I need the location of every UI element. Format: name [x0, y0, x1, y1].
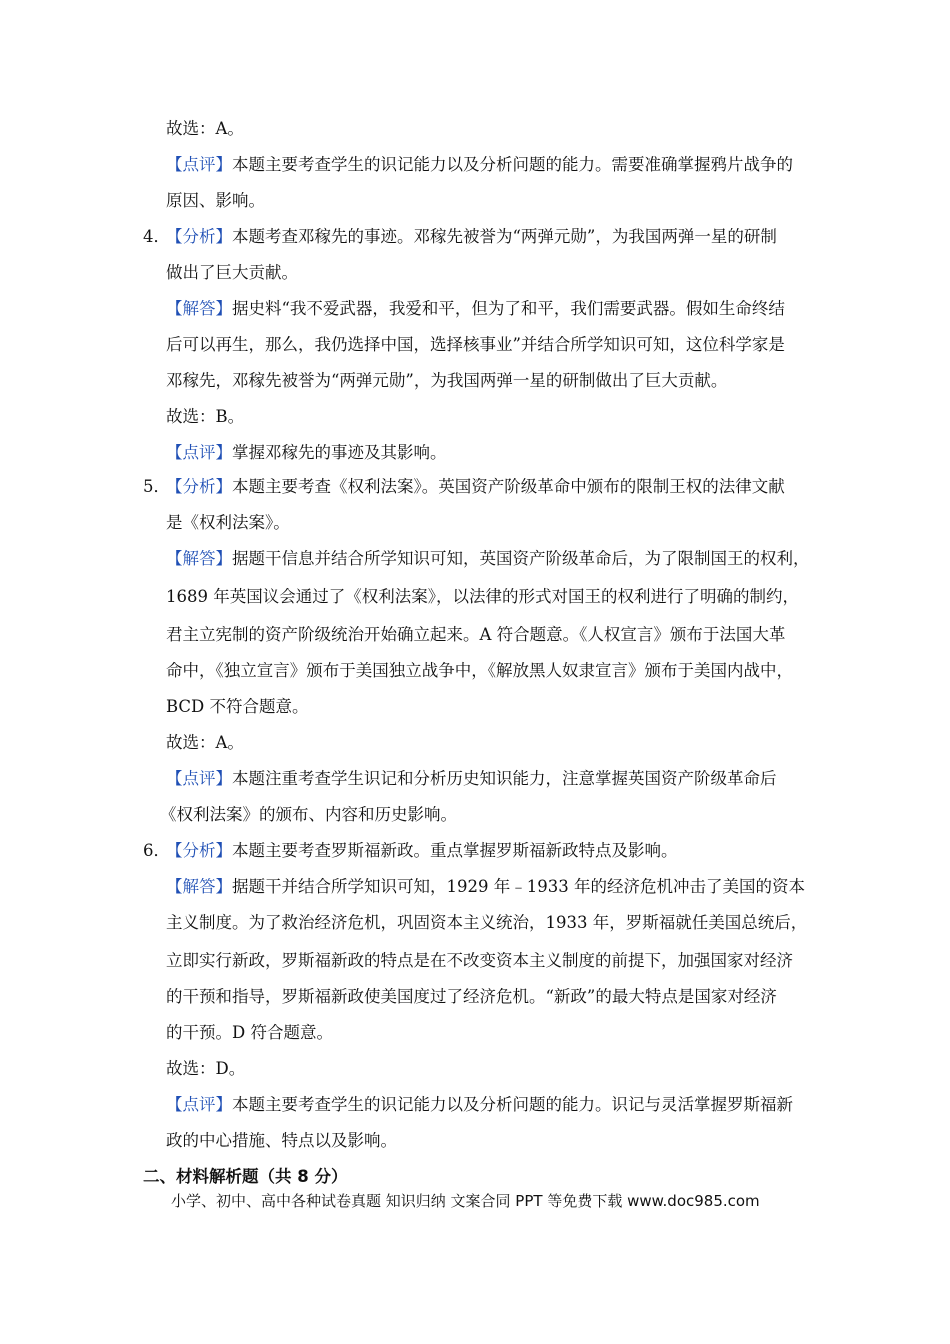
q6-answer [166, 876, 805, 898]
q5-analysis-text-2: 是《权利法案》。 [166, 513, 290, 532]
analysis-tag: 【分析】 [166, 477, 232, 496]
q6-choice: 故选：D。 [166, 1059, 246, 1078]
q5-analysis [166, 476, 785, 498]
q5-answer-text-2: 1689 年英国议会通过了《权利法案》，以法律的形式对国王的权利进行了明确的制约， [166, 587, 799, 606]
answer-tag: 【解答】 [166, 877, 232, 896]
q6-comment [166, 1094, 793, 1116]
q5-answer-text-1: 据题干信息并结合所学知识可知，英国资产阶级革命后，为了限制国王的权利， [232, 549, 810, 568]
q4-answer [166, 298, 785, 320]
q4-comment-text-1: 掌握邓稼先的事迹及其影响。 [232, 443, 447, 462]
page-footer: 小学、初中、高中各种试卷真题 知识归纳 文案合同 PPT 等免费下载 www.doc985.com [171, 1192, 760, 1210]
q3-comment-text-1: 本题主要考查学生的识记能力以及分析问题的能力。需要准确掌握鸦片战争的 [232, 155, 793, 174]
q4-answer-text-1: 据史料“我不爱武器，我爱和平，但为了和平，我们需要武器。假如生命终结 [232, 299, 785, 318]
q5-answer-text-5: BCD 不符合题意。 [166, 697, 309, 716]
q6-answer-text-5: 的干预。D 符合题意。 [166, 1023, 333, 1042]
comment-tag: 【点评】 [166, 155, 232, 174]
answer-tag: 【解答】 [166, 299, 232, 318]
analysis-tag: 【分析】 [166, 227, 232, 246]
q6-answer-text-2: 主义制度。为了救治经济危机，巩固资本主义统治，1933 年，罗斯福就任美国总统后， [166, 913, 808, 932]
q4-analysis-text-2: 做出了巨大贡献。 [166, 263, 298, 282]
q5-choice: 故选：A。 [166, 733, 244, 752]
analysis-tag: 【分析】 [166, 841, 232, 860]
q5-answer [166, 548, 810, 570]
answer-tag: 【解答】 [166, 549, 232, 568]
q3-comment-text-2: 原因、影响。 [166, 191, 265, 210]
q6-analysis [166, 840, 678, 862]
q6-answer-text-1: 据题干并结合所学知识可知，1929 年﹣1933 年的经济危机冲击了美国的资本 [232, 877, 805, 896]
q6-answer-text-3: 立即实行新政，罗斯福新政的特点是在不改变资本主义制度的前提下，加强国家对经济 [166, 951, 793, 970]
q3-comment [166, 154, 793, 176]
q4-comment [166, 442, 447, 464]
q3-choice: 故选：A。 [166, 119, 244, 138]
q5-number: 5． [143, 477, 170, 496]
comment-tag: 【点评】 [166, 443, 232, 462]
q4-answer-text-2: 后可以再生，那么，我仍选择中国，选择核事业”并结合所学知识可知，这位科学家是 [166, 335, 785, 354]
q6-analysis-text-1: 本题主要考查罗斯福新政。重点掌握罗斯福新政特点及影响。 [232, 841, 678, 860]
q5-answer-text-3: 君主立宪制的资产阶级统治开始确立起来。A 符合题意。《人权宣言》颁布于法国大革 [166, 625, 786, 644]
q5-analysis-text-1: 本题主要考查《权利法案》。英国资产阶级革命中颁布的限制王权的法律文献 [232, 477, 785, 496]
q4-choice: 故选：B。 [166, 407, 245, 426]
q6-comment-text-2: 政的中心措施、特点以及影响。 [166, 1131, 397, 1150]
q5-comment-text-2: 《权利法案》的颁布、内容和历史影响。 [160, 805, 457, 824]
q6-number: 6． [143, 841, 170, 860]
comment-tag: 【点评】 [166, 769, 232, 788]
q5-comment-text-1: 本题注重考查学生识记和分析历史知识能力，注意掌握英国资产阶级革命后 [232, 769, 777, 788]
section-heading: 二、材料解析题（共 8 分） [143, 1167, 348, 1186]
q4-analysis [166, 226, 777, 248]
comment-tag: 【点评】 [166, 1095, 232, 1114]
q4-number: 4． [143, 227, 170, 246]
q6-comment-text-1: 本题主要考查学生的识记能力以及分析问题的能力。识记与灵活掌握罗斯福新 [232, 1095, 793, 1114]
q4-analysis-text-1: 本题考查邓稼先的事迹。邓稼先被誉为“两弹元勋”，为我国两弹一星的研制 [232, 227, 777, 246]
q4-answer-text-3: 邓稼先，邓稼先被誉为“两弹元勋”，为我国两弹一星的研制做出了巨大贡献。 [166, 371, 728, 390]
q6-answer-text-4: 的干预和指导，罗斯福新政使美国度过了经济危机。“新政”的最大特点是国家对经济 [166, 987, 777, 1006]
q5-answer-text-4: 命中，《独立宣言》颁布于美国独立战争中，《解放黑人奴隶宣言》颁布于美国内战中， [166, 661, 793, 680]
q5-comment [166, 768, 777, 790]
